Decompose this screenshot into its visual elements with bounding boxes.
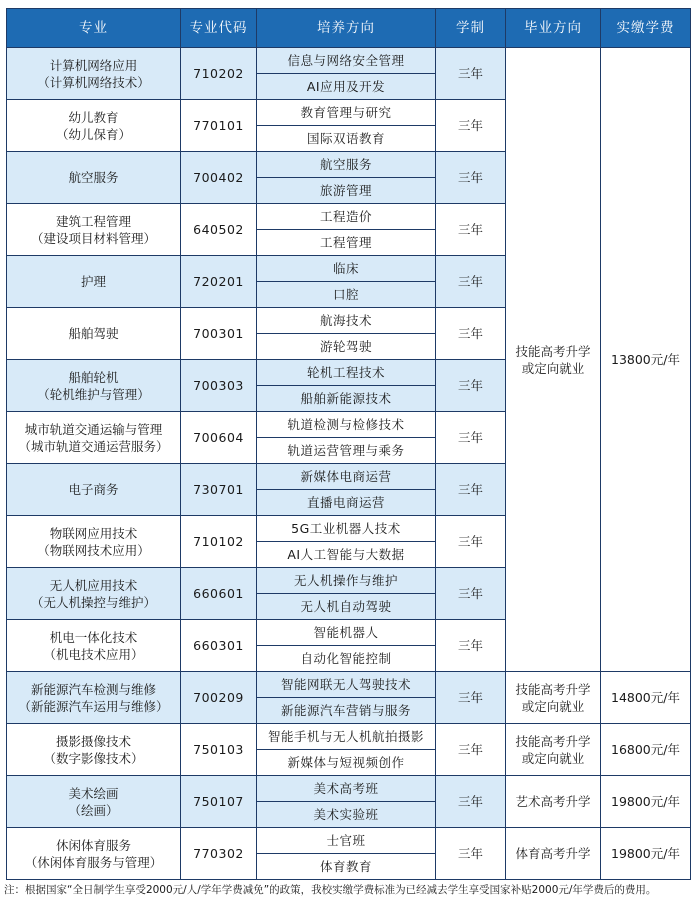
- major-code-cell: 710102: [181, 516, 257, 568]
- major-code-cell: 750107: [181, 776, 257, 828]
- direction-cell: 新媒体与短视频创作: [257, 750, 436, 776]
- major-code-cell: 700301: [181, 308, 257, 360]
- major-name-cell: [7, 152, 181, 204]
- direction-cell: 自动化智能控制: [257, 646, 436, 672]
- duration-cell: 三年: [436, 256, 506, 308]
- direction-cell: 船舶新能源技术: [257, 386, 436, 412]
- cell-line: （物联网技术应用）: [37, 542, 150, 558]
- duration-cell: 三年: [436, 100, 506, 152]
- duration-cell: 三年: [436, 620, 506, 672]
- major-name-cell: [7, 828, 181, 880]
- header-major: 专业: [7, 9, 181, 48]
- table-row: [7, 724, 691, 750]
- direction-cell: 新能源汽车营销与服务: [257, 698, 436, 724]
- cell-line: 摄影摄像技术: [55, 733, 131, 749]
- direction-cell: 游轮驾驶: [257, 334, 436, 360]
- cell-line: 机电一体化技术: [49, 629, 138, 645]
- direction-cell: 士官班: [257, 828, 436, 854]
- cell-line: 休闲体育服务: [55, 837, 131, 853]
- cell-line: 无人机应用技术: [49, 577, 138, 593]
- cell-line: 体育高考升学: [515, 846, 591, 861]
- fee-cell: 16800元/年: [601, 724, 691, 776]
- major-code-cell: 730701: [181, 464, 257, 516]
- duration-cell: 三年: [436, 204, 506, 256]
- direction-cell: 美术实验班: [257, 802, 436, 828]
- duration-cell: 三年: [436, 724, 506, 776]
- major-name-cell: [7, 724, 181, 776]
- duration-cell: 三年: [436, 152, 506, 204]
- footnote: 注：根据国家“全日制学生享受2000元/人/学年学费减免”的政策，我校实缴学费标准为已经减去学生享受国家补贴2000元/年学费后的费用。: [4, 884, 657, 896]
- cell-line: （数字影像技术）: [43, 750, 144, 766]
- cell-line: （机电技术应用）: [43, 646, 144, 662]
- direction-cell: 旅游管理: [257, 178, 436, 204]
- major-name-cell: [7, 360, 181, 412]
- duration-cell: 三年: [436, 412, 506, 464]
- cell-line: 物联网应用技术: [49, 525, 138, 541]
- graduation-cell: [506, 672, 601, 724]
- major-name-cell: [7, 412, 181, 464]
- tuition-table: [6, 8, 691, 880]
- cell-line: （休闲体育服务与管理）: [24, 854, 163, 870]
- duration-cell: 三年: [436, 516, 506, 568]
- graduation-cell: [506, 724, 601, 776]
- direction-cell: 智能网联无人驾驶技术: [257, 672, 436, 698]
- graduation-cell: [506, 48, 601, 672]
- major-code-cell: 700604: [181, 412, 257, 464]
- graduation-cell: [506, 776, 601, 828]
- major-code-cell: 720201: [181, 256, 257, 308]
- major-name-cell: [7, 100, 181, 152]
- fee-cell: 13800元/年: [601, 48, 691, 672]
- duration-cell: 三年: [436, 776, 506, 828]
- cell-line: （幼儿保育）: [55, 126, 131, 142]
- cell-line: 航空服务: [68, 170, 119, 185]
- direction-cell: AI应用及开发: [257, 74, 436, 100]
- fee-cell: 14800元/年: [601, 672, 691, 724]
- major-name-cell: [7, 308, 181, 360]
- direction-cell: 信息与网络安全管理: [257, 48, 436, 74]
- direction-cell: 直播电商运营: [257, 490, 436, 516]
- major-code-cell: 750103: [181, 724, 257, 776]
- cell-line: 新能源汽车检测与维修: [30, 681, 156, 697]
- direction-cell: 美术高考班: [257, 776, 436, 802]
- fee-cell: 19800元/年: [601, 776, 691, 828]
- major-name-cell: [7, 620, 181, 672]
- cell-line: 船舶驾驶: [68, 326, 119, 341]
- major-name-cell: [7, 776, 181, 828]
- direction-cell: AI人工智能与大数据: [257, 542, 436, 568]
- major-code-cell: 700402: [181, 152, 257, 204]
- graduation-cell: [506, 828, 601, 880]
- cell-line: 技能高考升学: [515, 733, 591, 749]
- direction-cell: 智能手机与无人机航拍摄影: [257, 724, 436, 750]
- header-fee: 实缴学费: [601, 9, 691, 48]
- major-name-cell: [7, 204, 181, 256]
- header-direction: 培养方向: [257, 9, 436, 48]
- major-code-cell: 640502: [181, 204, 257, 256]
- direction-cell: 航海技术: [257, 308, 436, 334]
- cell-line: 或定向就业: [521, 698, 585, 714]
- major-name-cell: [7, 568, 181, 620]
- direction-cell: 无人机自动驾驶: [257, 594, 436, 620]
- cell-line: 计算机网络应用: [49, 57, 138, 73]
- major-name-cell: [7, 464, 181, 516]
- cell-line: 或定向就业: [521, 360, 585, 376]
- duration-cell: 三年: [436, 308, 506, 360]
- cell-line: 技能高考升学: [515, 681, 591, 697]
- major-code-cell: 710202: [181, 48, 257, 100]
- table-row: [7, 48, 691, 74]
- major-name-cell: [7, 256, 181, 308]
- major-code-cell: 700209: [181, 672, 257, 724]
- direction-cell: 5G工业机器人技术: [257, 516, 436, 542]
- major-code-cell: 660301: [181, 620, 257, 672]
- duration-cell: 三年: [436, 568, 506, 620]
- cell-line: （无人机操控与维护）: [30, 594, 156, 610]
- cell-line: （城市轨道交通运营服务）: [18, 438, 169, 454]
- direction-cell: 智能机器人: [257, 620, 436, 646]
- header-row: [7, 9, 691, 48]
- cell-line: 城市轨道交通运输与管理: [24, 421, 163, 437]
- header-code: 专业代码: [181, 9, 257, 48]
- major-name-cell: [7, 672, 181, 724]
- duration-cell: 三年: [436, 464, 506, 516]
- direction-cell: 临床: [257, 256, 436, 282]
- cell-line: （建设项目材料管理）: [30, 230, 156, 246]
- cell-line: 护理: [80, 274, 106, 289]
- fee-cell: 19800元/年: [601, 828, 691, 880]
- header-duration: 学制: [436, 9, 506, 48]
- cell-line: （轮机维护与管理）: [37, 386, 150, 402]
- cell-line: （计算机网络技术）: [37, 74, 150, 90]
- duration-cell: 三年: [436, 828, 506, 880]
- direction-cell: 工程管理: [257, 230, 436, 256]
- cell-line: 技能高考升学: [515, 343, 591, 359]
- major-code-cell: 770101: [181, 100, 257, 152]
- direction-cell: 国际双语教育: [257, 126, 436, 152]
- table-row: [7, 672, 691, 698]
- major-name-cell: [7, 48, 181, 100]
- direction-cell: 轨道运营管理与乘务: [257, 438, 436, 464]
- cell-line: 船舶轮机: [68, 369, 119, 385]
- table-row: [7, 776, 691, 802]
- cell-line: 建筑工程管理: [55, 213, 131, 229]
- header-graduation: 毕业方向: [506, 9, 601, 48]
- duration-cell: 三年: [436, 48, 506, 100]
- cell-line: （绘画）: [68, 802, 119, 818]
- direction-cell: 轮机工程技术: [257, 360, 436, 386]
- direction-cell: 无人机操作与维护: [257, 568, 436, 594]
- major-code-cell: 770302: [181, 828, 257, 880]
- duration-cell: 三年: [436, 672, 506, 724]
- major-code-cell: 700303: [181, 360, 257, 412]
- cell-line: 电子商务: [68, 482, 119, 497]
- direction-cell: 航空服务: [257, 152, 436, 178]
- major-name-cell: [7, 516, 181, 568]
- direction-cell: 体育教育: [257, 854, 436, 880]
- cell-line: （新能源汽车运用与维修）: [18, 698, 169, 714]
- cell-line: 艺术高考升学: [515, 794, 591, 809]
- direction-cell: 教育管理与研究: [257, 100, 436, 126]
- major-code-cell: 660601: [181, 568, 257, 620]
- direction-cell: 工程造价: [257, 204, 436, 230]
- direction-cell: 轨道检测与检修技术: [257, 412, 436, 438]
- cell-line: 幼儿教育: [68, 109, 119, 125]
- cell-line: 或定向就业: [521, 750, 585, 766]
- direction-cell: 口腔: [257, 282, 436, 308]
- cell-line: 美术绘画: [68, 785, 119, 801]
- duration-cell: 三年: [436, 360, 506, 412]
- table-row: [7, 828, 691, 854]
- direction-cell: 新媒体电商运营: [257, 464, 436, 490]
